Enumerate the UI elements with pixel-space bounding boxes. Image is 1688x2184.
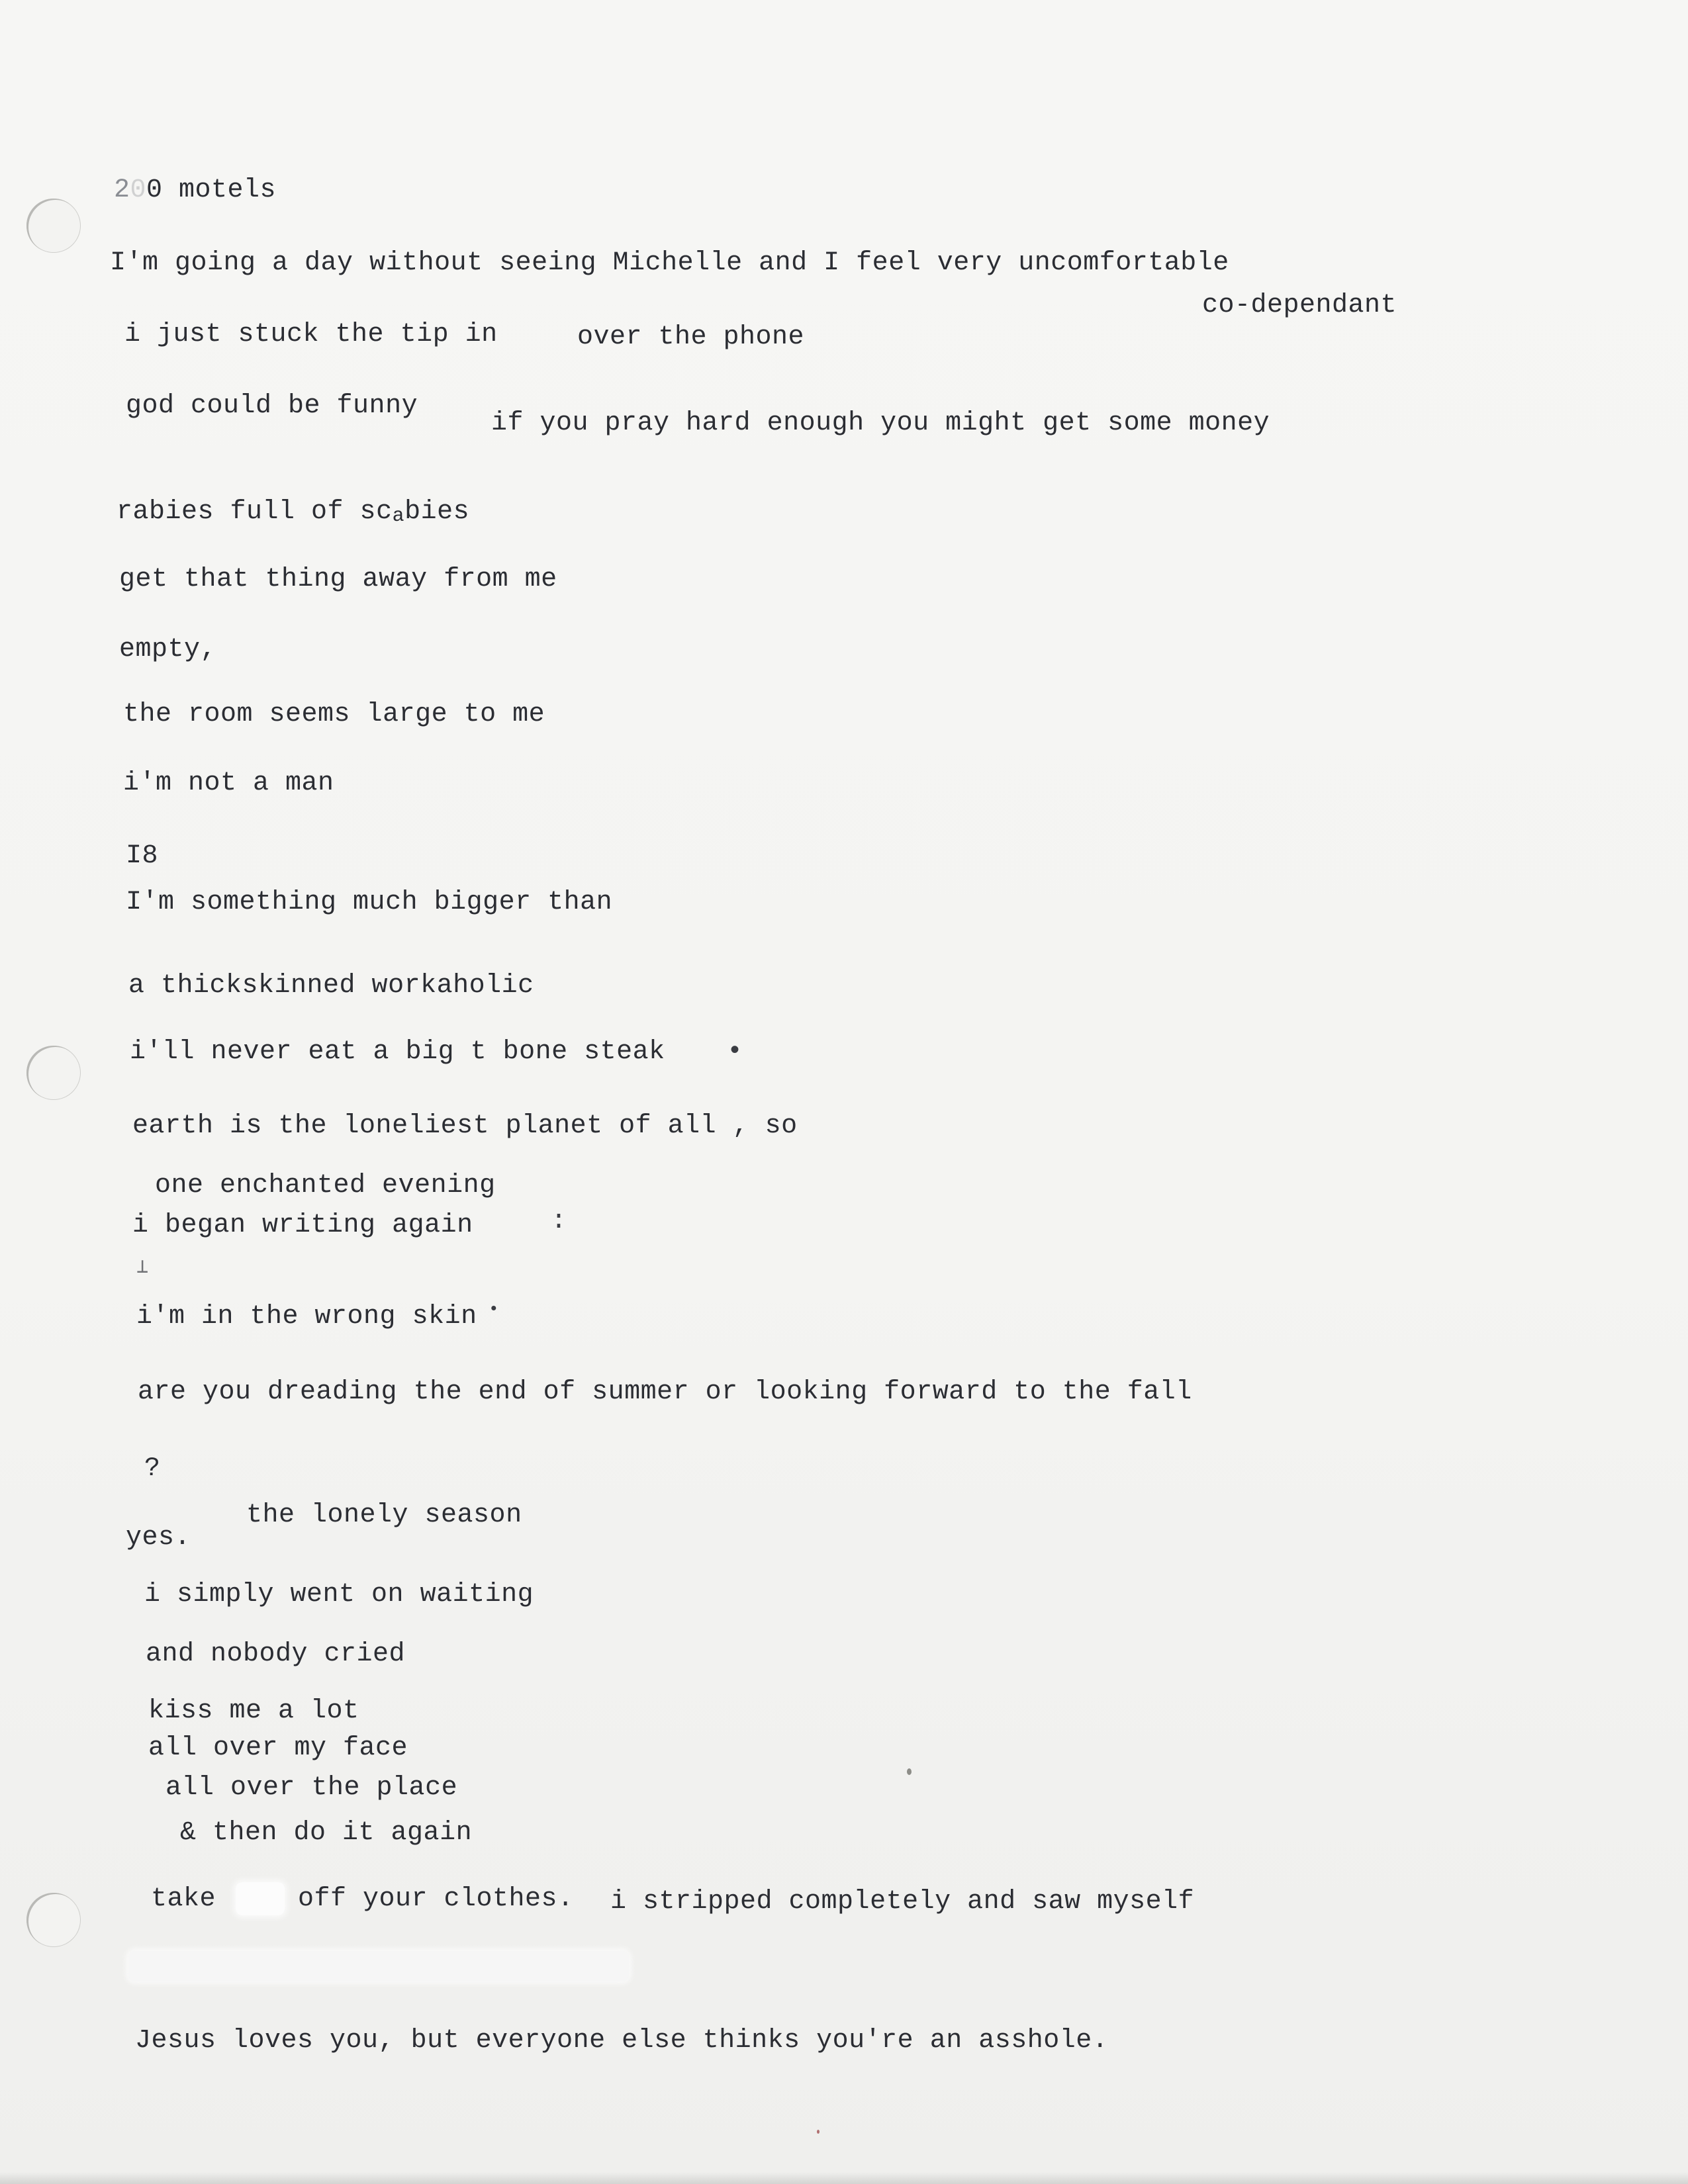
line-yes: yes. bbox=[126, 1523, 191, 1553]
line-empty: empty, bbox=[119, 635, 217, 664]
line-question: ? bbox=[144, 1454, 161, 1484]
line-steak: i'll never eat a big t bone steak bbox=[130, 1037, 665, 1067]
page-title bbox=[114, 175, 276, 206]
line-kiss: kiss me a lot bbox=[148, 1696, 359, 1726]
line-lonely: the lonely season bbox=[246, 1500, 522, 1530]
ink-speck bbox=[907, 1768, 912, 1775]
rabies-part-b: bies bbox=[404, 497, 470, 527]
cursor-mark: ⊥ bbox=[136, 1257, 149, 1279]
line-clothes: off your clothes. bbox=[298, 1884, 574, 1914]
skin-dot: • bbox=[489, 1299, 499, 1319]
line-god: god could be funny bbox=[126, 391, 418, 421]
title-smudge: 0 bbox=[130, 175, 147, 205]
line-eighteen: I8 bbox=[126, 841, 159, 871]
line-rabies bbox=[117, 496, 469, 532]
line-waiting: i simply went on waiting bbox=[144, 1580, 534, 1610]
line-jesus: Jesus loves you, but everyone else thinks you're an asshole. bbox=[135, 2026, 1109, 2056]
line-nobody: and nobody cried bbox=[146, 1639, 406, 1669]
binder-hole-middle bbox=[26, 1046, 81, 1100]
binder-hole-top bbox=[26, 199, 81, 253]
paper-bottom-edge bbox=[0, 2172, 1688, 2184]
correction-whiteout-line bbox=[128, 1951, 629, 1981]
line-writing: i began writing again bbox=[132, 1210, 473, 1240]
line-summer: are you dreading the end of summer or looking forward to the fall bbox=[138, 1377, 1192, 1407]
ink-speck-small bbox=[817, 2130, 820, 2134]
line-room: the room seems large to me bbox=[123, 700, 545, 729]
line-tip: i just stuck the tip in bbox=[124, 320, 498, 349]
line-workaholic: a thickskinned workaholic bbox=[128, 971, 534, 1001]
line-michelle: I'm going a day without seeing Michelle and I feel very uncomfortable bbox=[110, 248, 1229, 278]
line-place: all over the place bbox=[165, 1773, 458, 1803]
line-phone: over the phone bbox=[577, 322, 805, 352]
line-man: i'm not a man bbox=[123, 768, 334, 798]
line-enchanted: one enchanted evening bbox=[155, 1171, 496, 1201]
writing-colon: : bbox=[551, 1206, 567, 1236]
steak-dot: • bbox=[727, 1037, 743, 1067]
line-codependant: co-dependant bbox=[1202, 291, 1397, 320]
line-again: & then do it again bbox=[180, 1818, 473, 1848]
line-face: all over my face bbox=[148, 1733, 408, 1763]
line-pray: if you pray hard enough you might get some money bbox=[491, 408, 1270, 438]
line-skin: i'm in the wrong skin bbox=[136, 1302, 477, 1332]
rabies-subscript: a bbox=[392, 505, 405, 527]
title-prefix: 2 bbox=[114, 175, 130, 205]
line-earth: earth is the loneliest planet of all , so bbox=[132, 1111, 798, 1141]
line-bigger: I'm something much bigger than bbox=[126, 887, 613, 917]
line-take: take bbox=[151, 1884, 216, 1914]
rabies-part-a: rabies full of sc bbox=[117, 497, 393, 527]
correction-whiteout-small bbox=[236, 1882, 285, 1915]
title-rest: 0 motels bbox=[146, 175, 277, 205]
line-stripped: i stripped completely and saw myself bbox=[610, 1887, 1195, 1917]
line-thing: get that thing away from me bbox=[119, 565, 557, 594]
binder-hole-bottom bbox=[26, 1893, 81, 1947]
